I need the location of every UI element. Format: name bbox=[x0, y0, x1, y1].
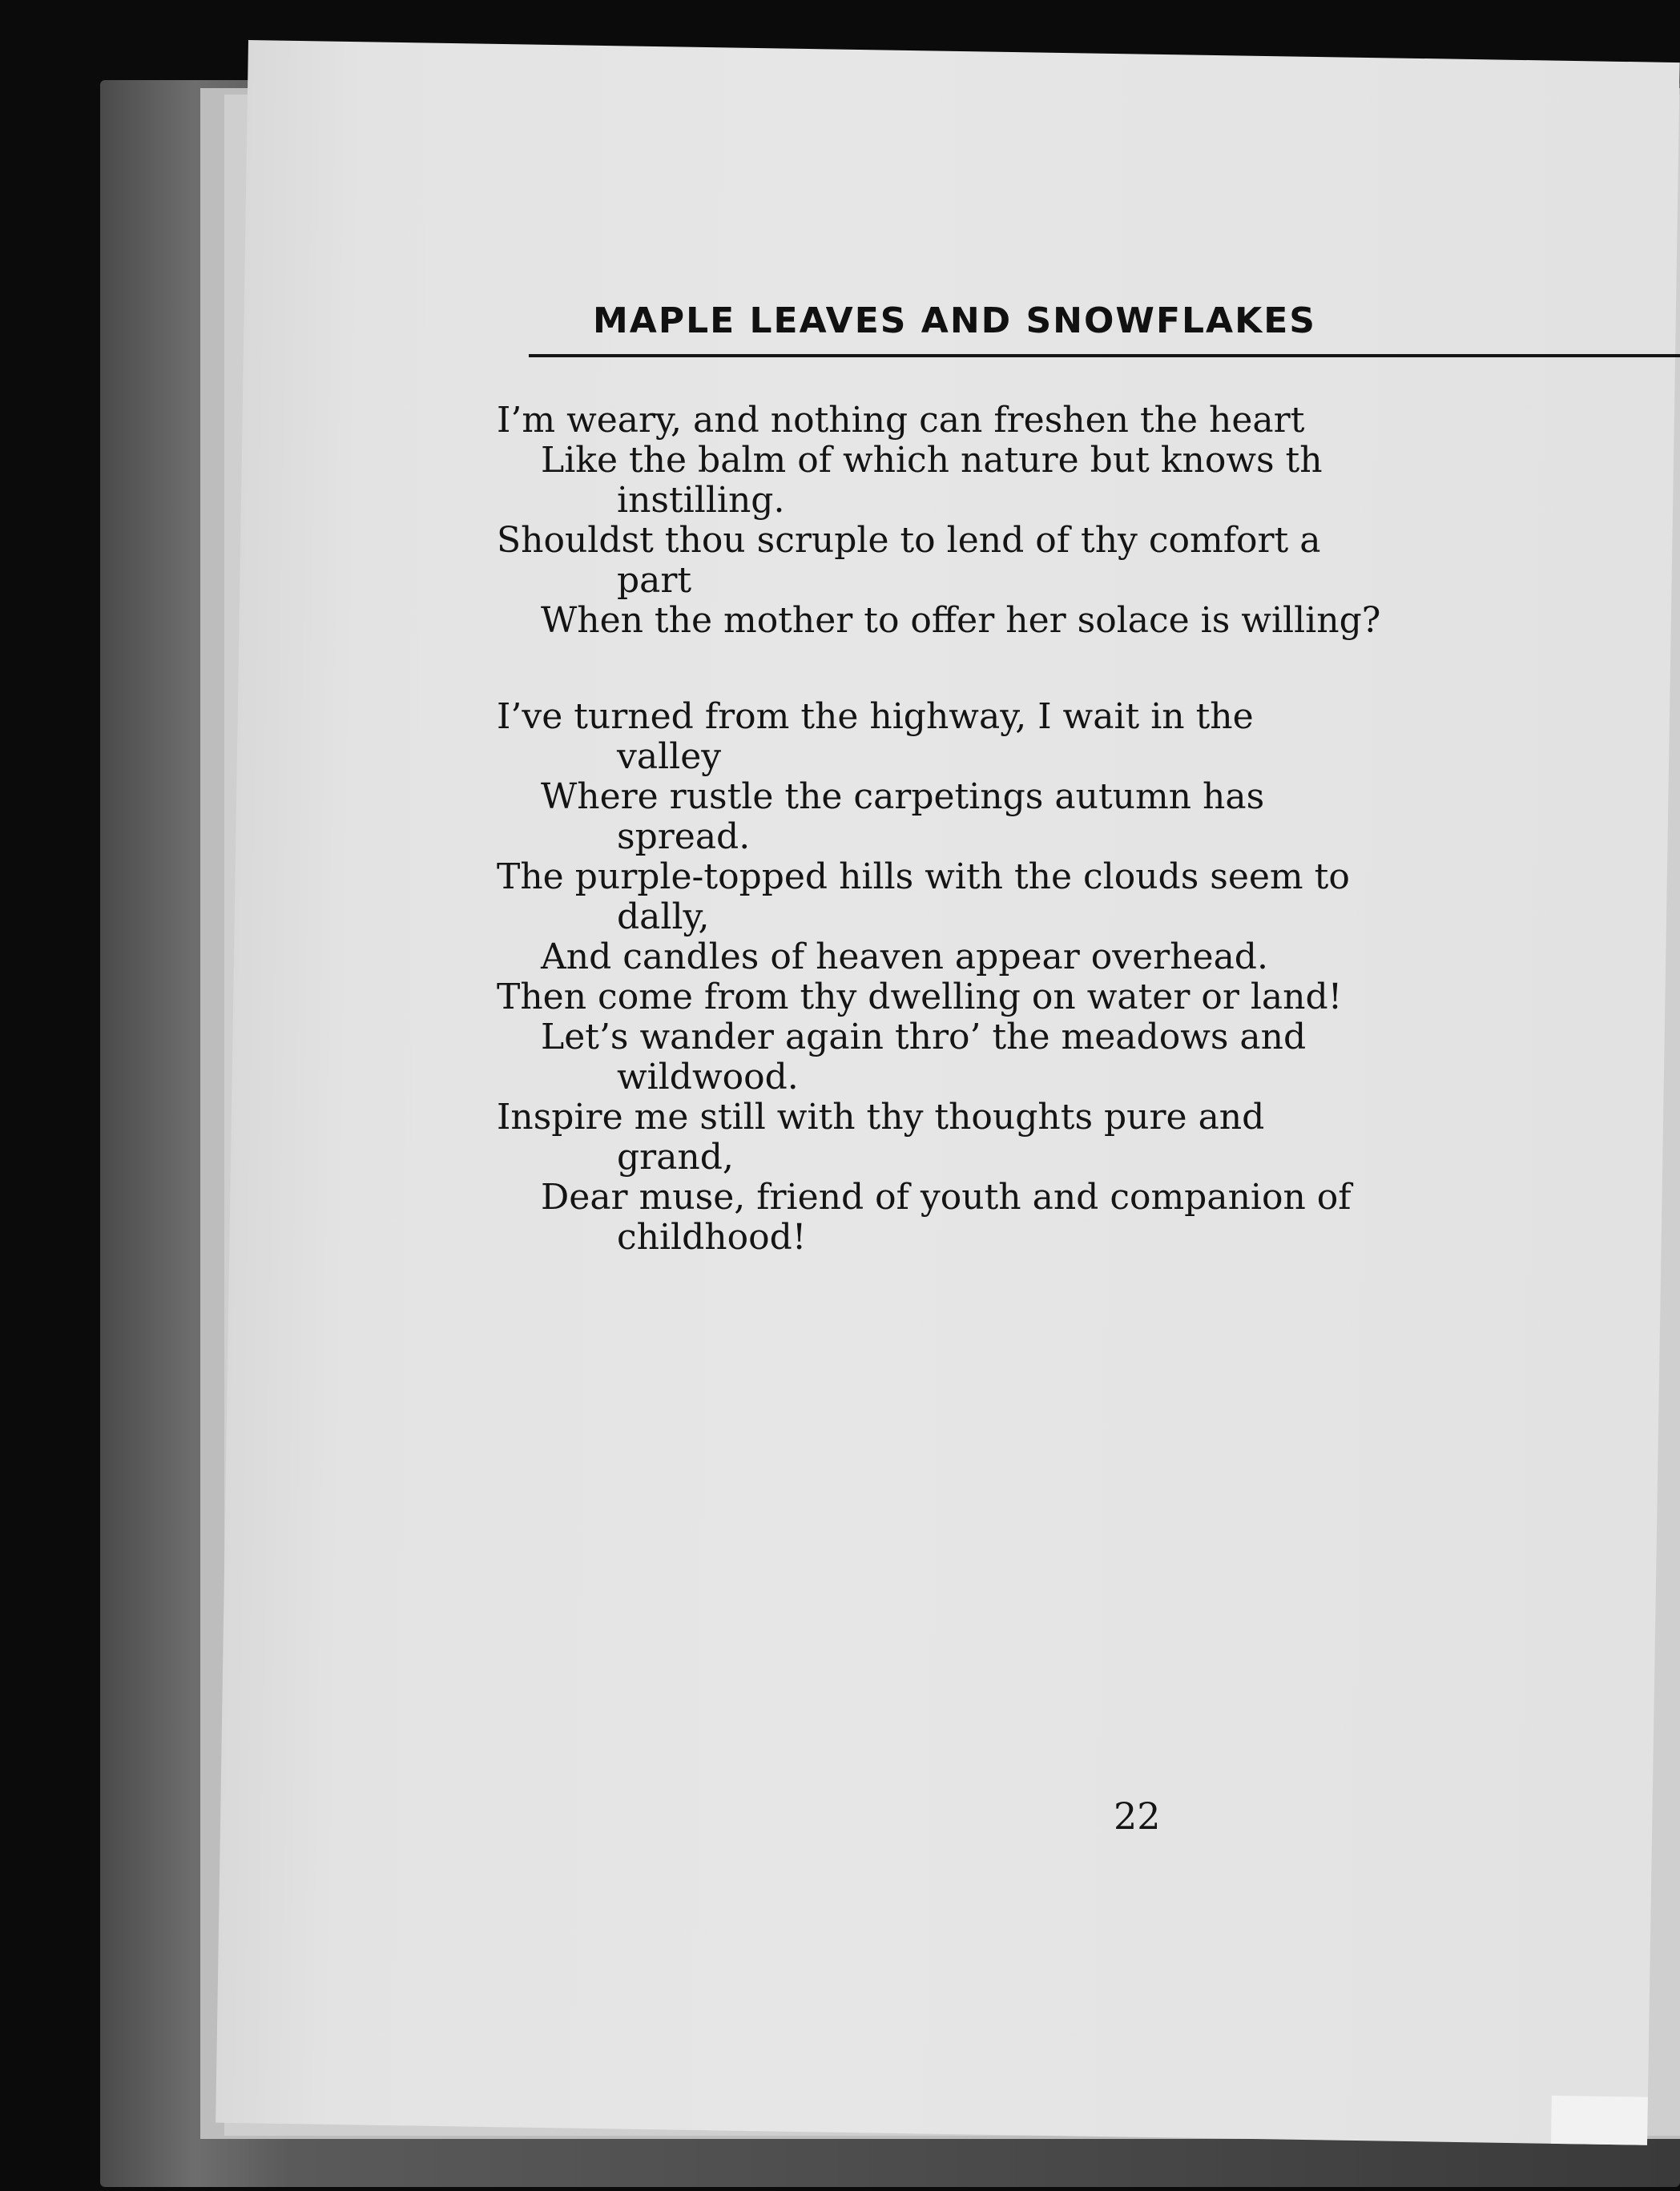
poem-line: Shouldst thou scruple to lend of thy comfort a bbox=[497, 520, 1321, 561]
poem-line: And candles of heaven appear overhead. bbox=[541, 936, 1268, 977]
poem-line: dally, bbox=[617, 896, 710, 937]
poem-line: When the mother to offer her solace is willing? bbox=[541, 600, 1381, 641]
poem-line: I’ve turned from the highway, I wait in the bbox=[497, 696, 1254, 737]
stanza bbox=[497, 697, 1634, 1258]
poem-line: grand, bbox=[617, 1137, 734, 1178]
poem-line: Let’s wander again thro’ the meadows and bbox=[541, 1017, 1307, 1057]
poem-line: I’m weary, and nothing can freshen the heart bbox=[497, 400, 1305, 441]
page-number: 22 bbox=[1114, 1794, 1161, 1838]
poem-line: childhood! bbox=[617, 1217, 807, 1258]
poem-line: Then come from thy dwelling on water or land! bbox=[497, 977, 1343, 1017]
poem-body bbox=[497, 401, 1634, 1314]
poem-line: Inspire me still with thy thoughts pure and bbox=[497, 1097, 1265, 1138]
running-head: MAPLE LEAVES AND SNOWFLAKES bbox=[593, 300, 1316, 341]
stanza bbox=[497, 401, 1634, 641]
poem-line: The purple-topped hills with the clouds seem to bbox=[497, 856, 1350, 897]
poem-line: valley bbox=[617, 736, 722, 777]
poem-line: Where rustle the carpetings autumn has bbox=[541, 776, 1265, 817]
poem-line: Dear muse, friend of youth and companion of bbox=[541, 1177, 1352, 1218]
poem-line: part bbox=[617, 560, 692, 601]
poem-line: wildwood. bbox=[617, 1057, 799, 1098]
poem-line: instilling. bbox=[617, 480, 785, 521]
poem-line: Like the balm of which nature but knows th bbox=[541, 440, 1323, 481]
scan-margin bbox=[1551, 2096, 1648, 2145]
poem-line: spread. bbox=[617, 816, 751, 857]
running-head-rule bbox=[529, 354, 1680, 357]
